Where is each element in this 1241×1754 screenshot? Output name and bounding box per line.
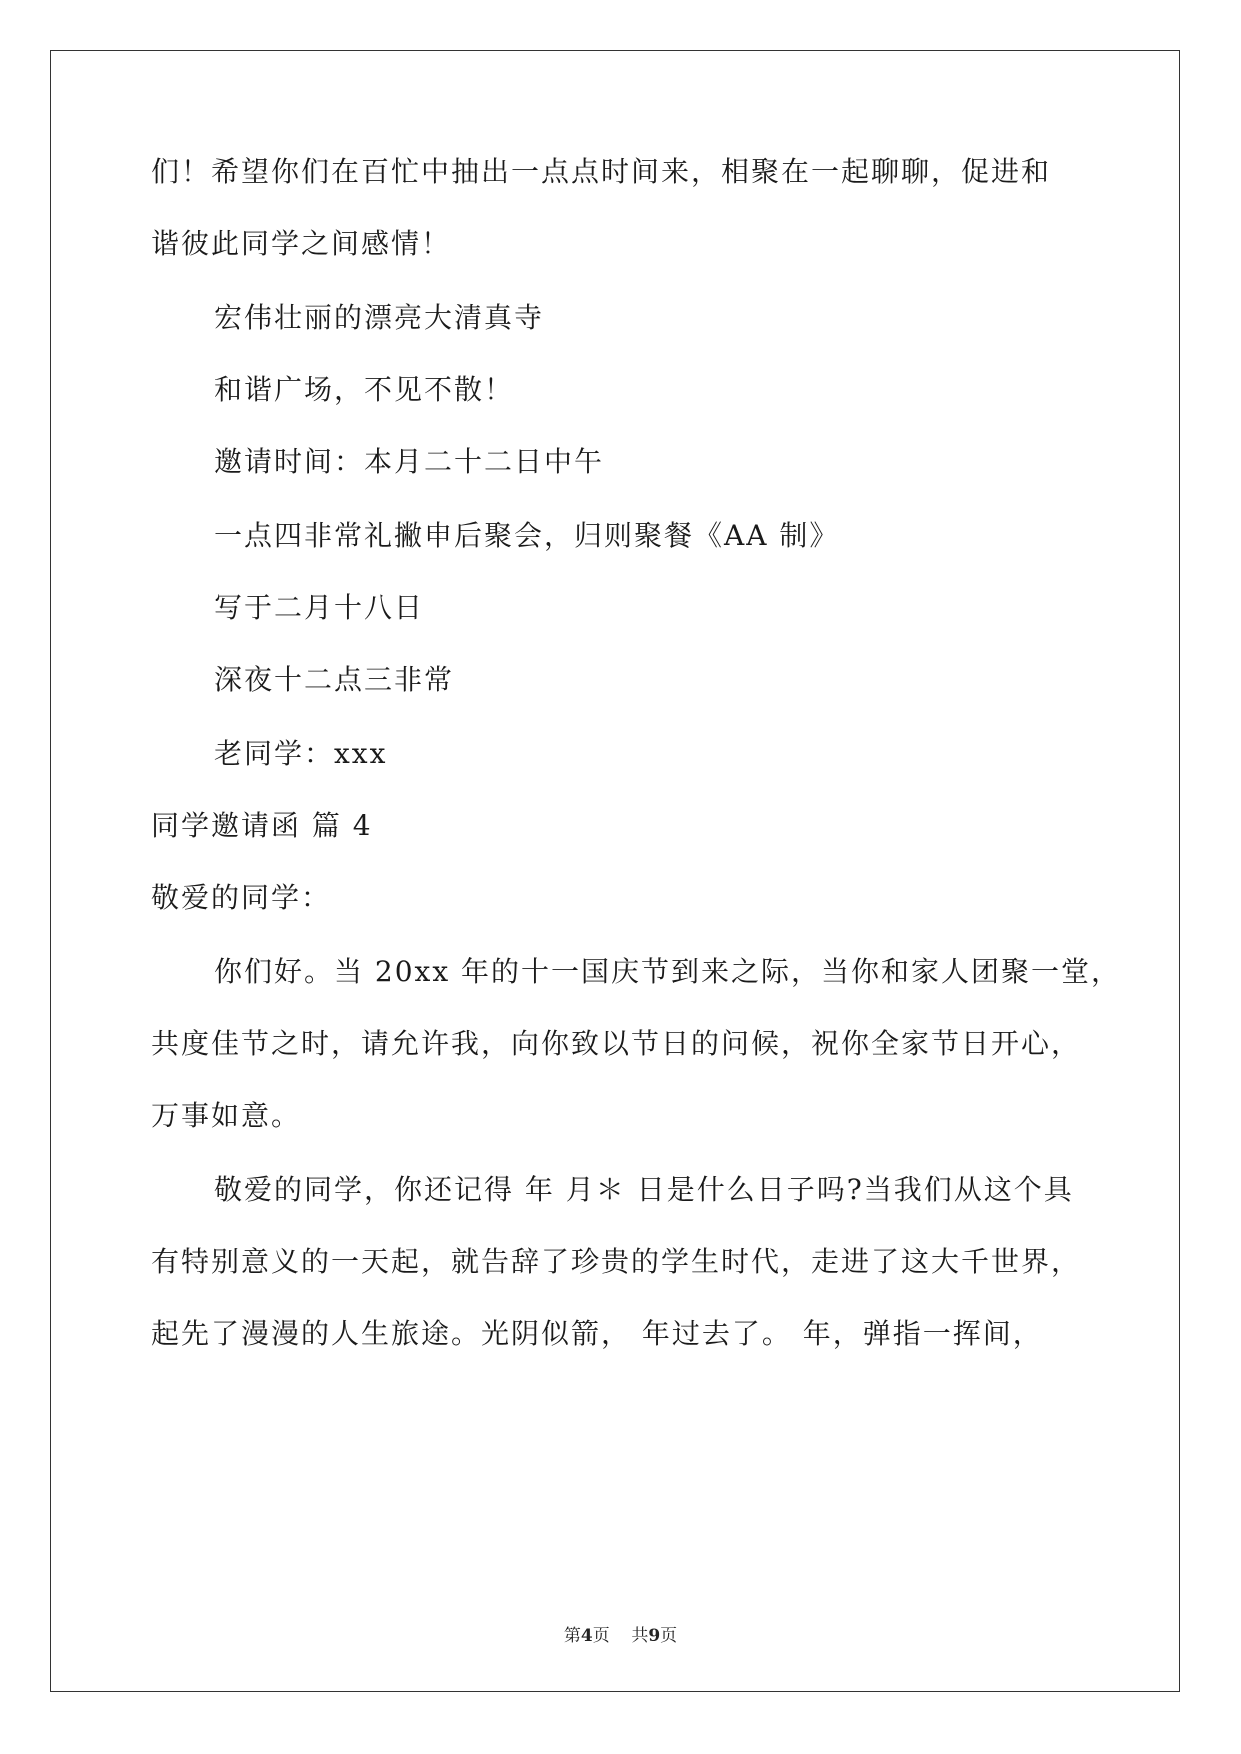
body-line: 谐彼此同学之间感情！ (151, 227, 452, 260)
footer-page-unit: 页 (592, 1626, 610, 1646)
body-line: 深夜十二点三非常 (214, 663, 455, 696)
body-line: 和谐广场，不见不散！ (214, 373, 515, 406)
section-heading: 同学邀请函 篇 4 (151, 809, 373, 842)
body-line: 共度佳节之时，请允许我，向你致以节日的问候，祝你全家节日开心， (151, 1027, 1082, 1060)
footer-total-prefix: 共 (631, 1626, 649, 1646)
body-line: 一点四非常礼撇申后聚会，归则聚餐《AA 制》 (214, 519, 840, 552)
body-line: 敬爱的同学，你还记得 年 月＊ 日是什么日子吗?当我们从这个具 (214, 1173, 1074, 1206)
page-footer (0, 1624, 1241, 1648)
body-line: 老同学：xxx (214, 737, 388, 770)
body-line: 们！希望你们在百忙中抽出一点点时间来，相聚在一起聊聊，促进和 (151, 155, 1052, 188)
body-line: 邀请时间：本月二十二日中午 (214, 445, 605, 478)
body-line: 万事如意。 (151, 1099, 302, 1132)
salutation: 敬爱的同学： (151, 881, 332, 914)
footer-prefix: 第 (563, 1626, 581, 1646)
footer-total-unit: 页 (660, 1626, 678, 1646)
footer-page-number: 4 (580, 1626, 593, 1646)
body-line: 有特别意义的一天起，就告辞了珍贵的学生时代，走进了这大千世界， (151, 1245, 1082, 1278)
body-line: 写于二月十八日 (214, 591, 425, 624)
body-line: 宏伟壮丽的漂亮大清真寺 (214, 301, 545, 334)
body-line: 起先了漫漫的人生旅途。光阴似箭， 年过去了。 年，弹指一挥间， (151, 1317, 1043, 1350)
page-border (50, 50, 1180, 1692)
body-line: 你们好。当 20xx 年的十一国庆节到来之际，当你和家人团聚一堂， (214, 955, 1122, 988)
footer-total-pages: 9 (648, 1626, 661, 1646)
